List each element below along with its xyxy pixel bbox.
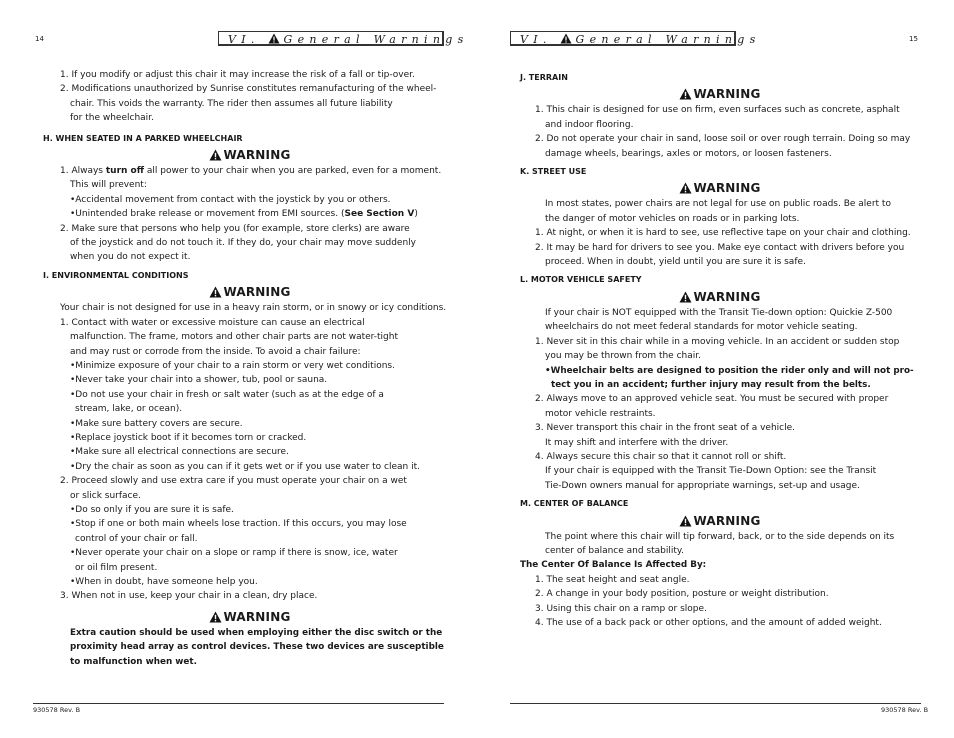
paragraph-line: center of balance and stability. <box>545 545 684 556</box>
list-item: damage wheels, bearings, axles or motors, or loosen fasteners. <box>545 148 832 159</box>
section-h-title: H. WHEN SEATED IN A PARKED WHEELCHAIR <box>43 133 243 143</box>
list-item: 1. The seat height and seat angle. <box>535 574 690 585</box>
caution-line: Extra caution should be used when employing either the disc switch or the <box>70 627 443 638</box>
list-item: This will prevent: <box>70 180 147 191</box>
footer-text: 930578 Rev. B <box>881 706 929 714</box>
warning-triangle-icon <box>209 286 222 298</box>
warning-triangle-icon <box>209 611 222 623</box>
page-number: 15 <box>909 35 918 43</box>
warning-triangle-icon <box>679 515 692 527</box>
section-l-title: L. MOTOR VEHICLE SAFETY <box>520 275 642 285</box>
chapter-prefix: VI. <box>520 33 552 46</box>
warning-heading: WARNING <box>60 608 440 626</box>
chapter-header <box>218 31 469 46</box>
subheading: The Center Of Balance Is Affected By: <box>520 560 707 571</box>
list-item: 3. When not in use, keep your chair in a clean, dry place. <box>60 591 318 602</box>
bullet-item: or oil film present. <box>75 562 158 573</box>
list-item: proceed. When in doubt, yield until you are sure it is safe. <box>545 257 806 268</box>
list-item: malfunction. The frame, motors and other chair parts are not water-tight <box>70 332 399 343</box>
warning-heading: WARNING <box>520 179 920 197</box>
warning-heading: WARNING <box>520 512 920 530</box>
list-item: 3. Using this chair on a ramp or slope. <box>535 603 707 614</box>
section-i-title: I. ENVIRONMENTAL CONDITIONS <box>43 270 189 280</box>
list-item: If your chair is equipped with the Transit Tie-Down Option: see the Transit <box>545 466 877 477</box>
left-content <box>43 68 447 669</box>
list-item: It may shift and interfere with the driver. <box>545 437 729 448</box>
bullet-item: •Replace joystick boot if it becomes torn or cracked. <box>70 432 307 443</box>
warning-triangle-icon <box>679 182 692 194</box>
list-item: 2. Always move to an approved vehicle seat. You must be secured with proper <box>535 394 889 405</box>
list-item: and may rust or corrode from the inside. To avoid a chair failure: <box>70 346 361 357</box>
intro-line: for the wheelchair. <box>70 113 154 124</box>
paragraph-line: the danger of motor vehicles on roads or in parking lots. <box>545 213 800 224</box>
bullet-item: •Unintended brake release or movement from EMI sources. (See Section V) <box>70 209 418 220</box>
list-item: 4. Always secure this chair so that it cannot roll or shift. <box>535 451 787 462</box>
right-content <box>520 67 920 630</box>
bullet-item: tect you in an accident; further injury may result from the belts. <box>551 379 871 390</box>
footer-text: 930578 Rev. B <box>33 706 81 714</box>
list-item: 2. Make sure that persons who help you (for example, store clerks) are aware <box>60 223 410 234</box>
list-item: 4. The use of a back pack or other options, and the amount of added weight. <box>535 618 882 628</box>
chapter-prefix: VI. <box>228 33 260 46</box>
caution-line: to malfunction when wet. <box>70 656 197 667</box>
paragraph-line: The point where this chair will tip forward, back, or to the side depends on its <box>545 531 895 542</box>
warning-heading: WARNING <box>520 288 920 306</box>
footer-rule <box>510 703 921 704</box>
bullet-item: •Wheelchair belts are designed to position the rider only and will not pro- <box>545 365 914 376</box>
section-m-title: M. CENTER OF BALANCE <box>520 499 629 509</box>
caution-line: proximity head array as control devices. These two devices are susceptible <box>70 642 444 653</box>
bullet-item: •Minimize exposure of your chair to a rain storm or very wet conditions. <box>70 360 395 371</box>
list-item: motor vehicle restraints. <box>545 408 656 419</box>
list-item: when you do not expect it. <box>70 252 191 263</box>
bullet-item: control of your chair or fall. <box>75 533 198 544</box>
paragraph-line: Your chair is not designed for use in a heavy rain storm, or in snowy or icy conditions. <box>60 303 447 314</box>
bullet-item: •Dry the chair as soon as you can if it gets wet or if you use water to clean it. <box>70 461 420 472</box>
bullet-item: •Make sure battery covers are secure. <box>70 418 243 429</box>
list-item: and indoor flooring. <box>545 119 634 130</box>
bullet-item: •Never take your chair into a shower, tub, pool or sauna. <box>70 375 328 386</box>
warning-triangle-icon <box>209 149 222 161</box>
warning-triangle-icon <box>560 33 572 44</box>
warning-heading: WARNING <box>520 85 920 103</box>
paragraph-line: If your chair is NOT equipped with the Transit Tie-down option: Quickie Z-500 <box>545 307 893 318</box>
bullet-item: •Do not use your chair in fresh or salt water (such as at the edge of a <box>70 389 384 400</box>
list-item: 1. Contact with water or excessive moisture can cause an electrical <box>60 317 365 328</box>
chapter-title: General Warnings <box>575 33 761 46</box>
list-item: 3. Never transport this chair in the front seat of a vehicle. <box>535 423 796 434</box>
list-item: 2. It may be hard for drivers to see you. Make eye contact with drivers before you <box>535 242 905 253</box>
intro-line: 2. Modifications unauthorized by Sunrise constitutes remanufacturing of the wheel- <box>60 84 437 95</box>
section-j-title: J. TERRAIN <box>520 73 568 82</box>
warning-triangle-icon <box>679 291 692 303</box>
bullet-item: •Accidental movement from contact with the joystick by you or others. <box>70 194 391 205</box>
bullet-item: stream, lake, or ocean). <box>75 404 183 415</box>
list-item: 2. Proceed slowly and use extra care if you must operate your chair on a wet <box>60 476 407 487</box>
right-page <box>477 0 954 738</box>
list-item: 2. Do not operate your chair in sand, loose soil or over rough terrain. Doing so may <box>535 134 911 145</box>
bullet-item: •Never operate your chair on a slope or ramp if there is snow, ice, water <box>70 548 398 559</box>
warning-triangle-icon <box>268 33 280 44</box>
chapter-title: General Warnings <box>283 33 469 46</box>
list-item: 2. A change in your body position, posture or weight distribution. <box>535 589 829 600</box>
warning-heading: WARNING <box>60 146 440 164</box>
list-item: 1. Never sit in this chair while in a moving vehicle. In an accident or sudden stop <box>535 336 900 347</box>
bullet-item: •When in doubt, have someone help you. <box>70 577 258 587</box>
chapter-header <box>510 31 761 46</box>
paragraph-line: In most states, power chairs are not legal for use on public roads. Be alert to <box>545 199 891 210</box>
bullet-item: •Make sure all electrical connections are secure. <box>70 447 289 458</box>
list-item: Tie-Down owners manual for appropriate warnings, set-up and usage. <box>545 480 860 491</box>
page-number: 14 <box>35 35 44 43</box>
footer-rule <box>33 703 444 704</box>
warning-heading: WARNING <box>60 283 440 301</box>
list-item: 1. At night, or when it is hard to see, use reflective tape on your chair and clothing. <box>535 228 911 239</box>
intro-line: chair. This voids the warranty. The rider then assumes all future liability <box>70 98 393 109</box>
bullet-item: •Stop if one or both main wheels lose traction. If this occurs, you may lose <box>70 519 407 530</box>
section-k-title: K. STREET USE <box>520 167 587 177</box>
list-item: 1. This chair is designed for use on firm, even surfaces such as concrete, asphalt <box>535 105 900 116</box>
warning-triangle-icon <box>679 88 692 100</box>
list-item: 1. Always turn off all power to your chair when you are parked, even for a moment. <box>60 166 442 177</box>
list-item: you may be thrown from the chair. <box>545 351 701 362</box>
paragraph-line: wheelchairs do not meet federal standards for motor vehicle seating. <box>545 322 858 333</box>
bullet-item: •Do so only if you are sure it is safe. <box>70 504 234 515</box>
intro-line: 1. If you modify or adjust this chair it may increase the risk of a fall or tip-over. <box>60 70 415 80</box>
list-item: of the joystick and do not touch it. If they do, your chair may move suddenly <box>70 238 416 249</box>
list-item: or slick surface. <box>70 490 141 501</box>
